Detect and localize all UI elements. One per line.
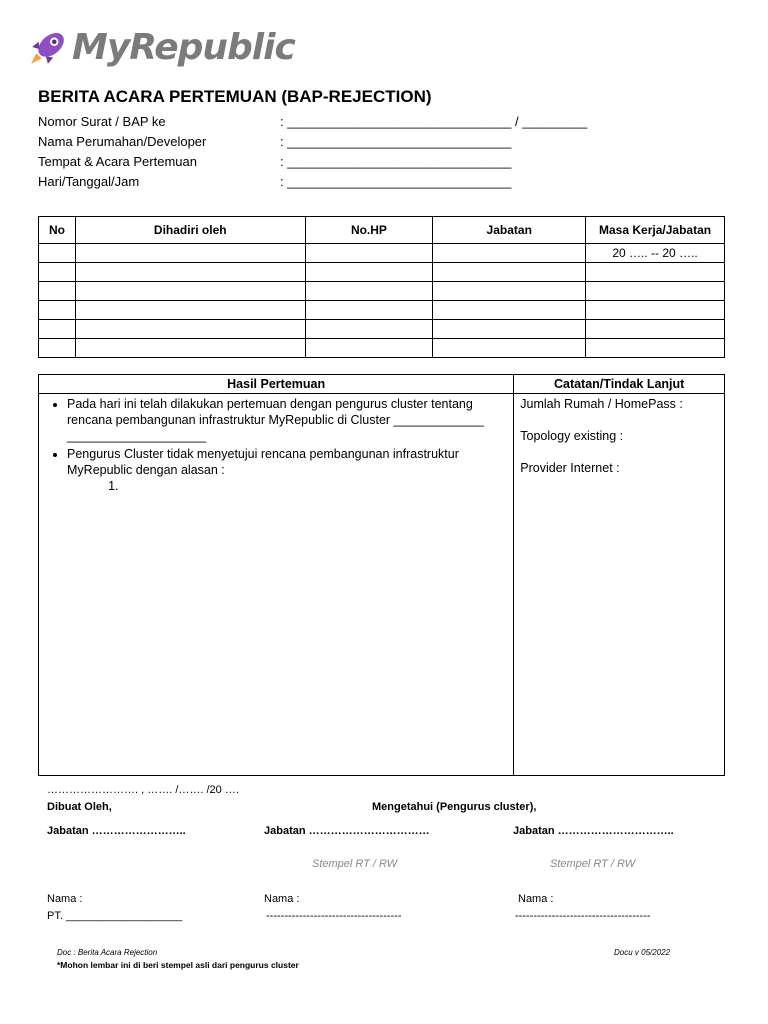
table-cell[interactable] (305, 301, 433, 320)
table-cell[interactable] (433, 282, 586, 301)
results-cell[interactable] (39, 394, 514, 776)
info-label: Hari/Tanggal/Jam (38, 174, 140, 189)
table-cell[interactable] (433, 244, 586, 263)
list-item: • Pada hari ini telah dilakukan pertemuan dengan pengurus cluster tentang rencana pembangunan infrastruktur MyRepublic di Cluster _____________ ____________________ (67, 396, 513, 444)
info-label: Nomor Surat / BAP ke (38, 114, 166, 129)
col-header-tenure: Masa Kerja/Jabatan (586, 217, 725, 244)
results-list (39, 396, 513, 494)
table-cell[interactable] (75, 244, 305, 263)
table-cell[interactable] (75, 320, 305, 339)
table-cell[interactable] (305, 263, 433, 282)
col-header-position: Jabatan (433, 217, 586, 244)
results-body-row (39, 394, 725, 776)
name-label-1: Nama : (47, 893, 83, 905)
info-row-housing (38, 134, 658, 154)
table-cell[interactable] (305, 339, 433, 358)
info-row-venue (38, 154, 658, 174)
table-row (39, 339, 725, 358)
stamp-note: *Mohon lembar ini di beri stempel asli dari pengurus cluster (57, 960, 299, 970)
rocket-icon (28, 26, 70, 68)
table-cell[interactable] (305, 320, 433, 339)
results-table (38, 374, 725, 776)
table-cell[interactable] (75, 263, 305, 282)
document-title: BERITA ACARA PERTEMUAN (BAP-REJECTION) (38, 87, 432, 106)
table-row (39, 301, 725, 320)
note-topology: Topology existing : (520, 429, 624, 443)
brand-name: MyRepublic (72, 26, 295, 68)
table-cell[interactable] (75, 339, 305, 358)
table-cell[interactable] (586, 320, 725, 339)
jabatan-2: Jabatan …………………………… (264, 825, 430, 837)
table-cell[interactable] (39, 244, 76, 263)
reason-list (67, 478, 513, 494)
stamp-placeholder-1: Stempel RT / RW (312, 858, 398, 870)
acknowledged-label: Mengetahui (Pengurus cluster), (372, 801, 537, 813)
table-cell[interactable] (305, 282, 433, 301)
table-row (39, 282, 725, 301)
table-cell[interactable] (586, 282, 725, 301)
jabatan-1: Jabatan …………………….. (47, 825, 186, 837)
company-line: PT. ___________________ (47, 910, 183, 922)
table-cell[interactable] (39, 282, 76, 301)
col-header-phone: No.HP (305, 217, 433, 244)
doc-name: Doc : Berita Acara Rejection (57, 948, 158, 957)
note-provider: Provider Internet : (520, 461, 620, 475)
signature-line-2: ------------------------------------- (266, 910, 402, 922)
info-label: Tempat & Acara Pertemuan (38, 154, 197, 169)
table-cell[interactable] (433, 320, 586, 339)
brand-logo (28, 22, 295, 72)
table-cell[interactable] (75, 282, 305, 301)
table-cell[interactable] (39, 263, 76, 282)
table-cell[interactable] (39, 339, 76, 358)
table-cell[interactable] (305, 244, 433, 263)
name-label-3: Nama : (518, 893, 554, 905)
info-value: : _______________________________ (280, 134, 512, 149)
list-item-text: Pengurus Cluster tidak menyetujui rencana pembangunan infrastruktur MyRepublic dengan alasan : (67, 447, 459, 477)
info-value: : _______________________________ (280, 154, 512, 169)
date-line: ……………………. , ……. /……. /20 …. (47, 784, 239, 796)
notes-cell[interactable] (514, 394, 725, 776)
notes-header: Catatan/Tindak Lanjut (514, 375, 725, 394)
table-cell[interactable] (433, 301, 586, 320)
info-row-datetime (38, 174, 658, 194)
attendance-header-row (39, 217, 725, 244)
table-cell[interactable] (39, 301, 76, 320)
table-row (39, 263, 725, 282)
table-cell[interactable] (586, 301, 725, 320)
list-item (67, 446, 513, 494)
col-header-no: No (39, 217, 76, 244)
table-cell[interactable] (39, 320, 76, 339)
table-cell[interactable] (433, 263, 586, 282)
table-cell[interactable] (75, 301, 305, 320)
doc-version: Docu v 05/2022 (614, 948, 671, 957)
info-value: : _______________________________ (280, 174, 512, 189)
name-label-2: Nama : (264, 893, 300, 905)
results-header-row (39, 375, 725, 394)
col-header-attendee: Dihadiri oleh (75, 217, 305, 244)
tenure-cell[interactable]: 20 ….. -- 20 ….. (586, 244, 725, 263)
note-homepass: Jumlah Rumah / HomePass : (520, 397, 683, 411)
jabatan-3: Jabatan ………………………….. (513, 825, 674, 837)
table-cell[interactable] (433, 339, 586, 358)
info-fields (38, 114, 658, 194)
info-row-letter-number (38, 114, 658, 134)
notes-block (514, 394, 724, 476)
table-cell[interactable] (586, 339, 725, 358)
info-value: : _______________________________ / _________ (280, 114, 588, 129)
results-header: Hasil Pertemuan (39, 375, 514, 394)
table-cell[interactable] (586, 263, 725, 282)
attendance-table (38, 216, 725, 358)
info-label: Nama Perumahan/Developer (38, 134, 207, 149)
reason-item (122, 478, 513, 494)
signature-line-3: ------------------------------------- (515, 910, 651, 922)
stamp-placeholder-2: Stempel RT / RW (550, 858, 636, 870)
made-by-label: Dibuat Oleh, (47, 801, 112, 813)
table-row (39, 244, 725, 263)
table-row (39, 320, 725, 339)
